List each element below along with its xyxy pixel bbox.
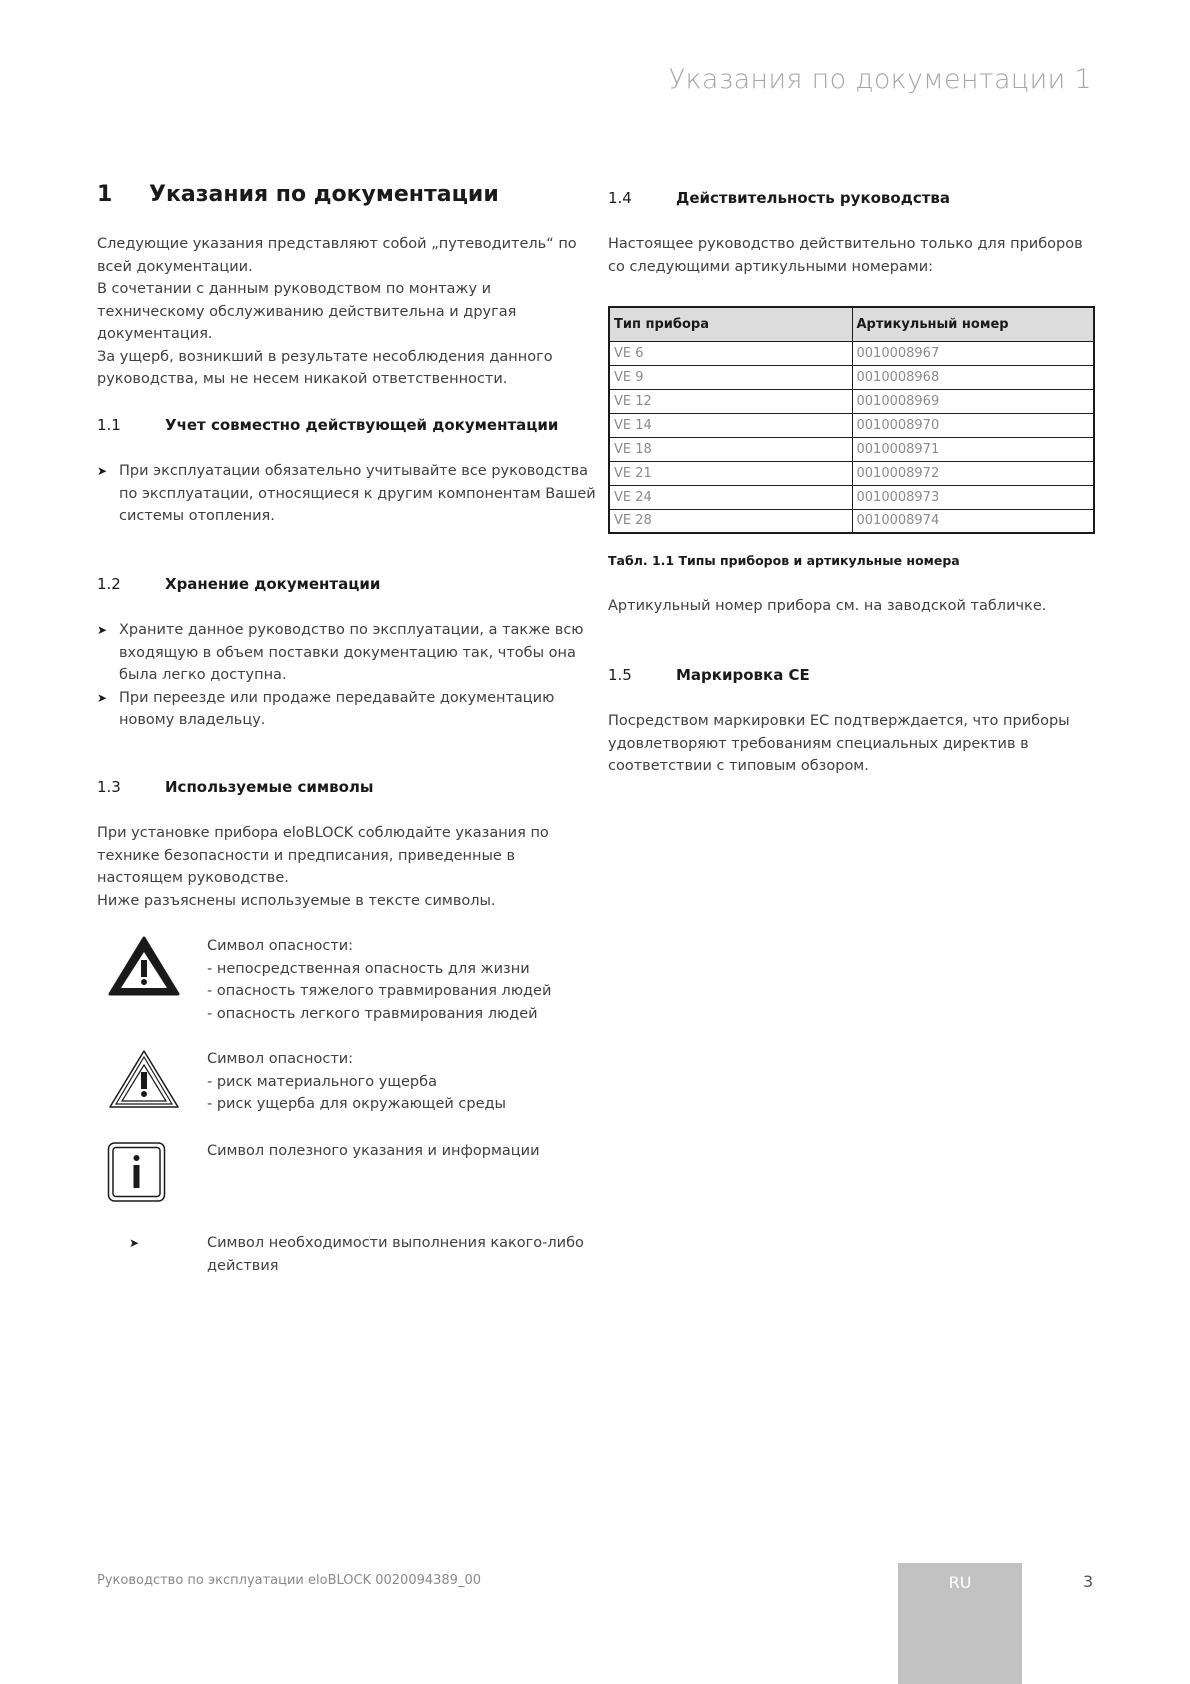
cell-article-number: 0010008968	[852, 365, 1094, 389]
symbol-entry-action	[97, 1232, 597, 1277]
symbols-intro	[97, 822, 597, 912]
section-number: 1.5	[608, 666, 632, 684]
section-title: Действительность руководства	[676, 189, 951, 207]
action-arrow-icon: ➤	[129, 1236, 140, 1250]
symbol-description	[207, 1232, 587, 1277]
language-tab	[898, 1563, 1022, 1684]
chapter-heading	[97, 182, 499, 207]
article-number-note: Артикульный номер прибора см. на заводской табличке.	[608, 598, 1047, 614]
symbol-description	[207, 935, 551, 1025]
footer-document-title: Руководство по эксплуатации eloBLOCK 0020094389_00	[97, 1573, 481, 1588]
list-item-text: При эксплуатации обязательно учитывайте все руководства по эксплуатации, относящиеся к другим компонентам Вашей системы отопления.	[119, 463, 596, 524]
chapter-number: 1	[97, 182, 113, 207]
language-label: RU	[948, 1573, 972, 1592]
page-number: 3	[1083, 1572, 1094, 1591]
cell-device-type: VE 28	[609, 509, 852, 533]
cell-article-number: 0010008967	[852, 341, 1094, 365]
bullet-list	[97, 619, 597, 732]
section-heading-1-4	[608, 189, 950, 207]
symbol-line: - опасность легкого травмирования людей	[207, 1005, 538, 1022]
section-heading-1-1	[97, 416, 558, 434]
cell-device-type: VE 9	[609, 365, 852, 389]
cell-article-number: 0010008969	[852, 389, 1094, 413]
cell-article-number: 0010008974	[852, 509, 1094, 533]
intro-paragraph: В сочетании с данным руководством по монтажу и техническому обслуживанию действительна и другая документация.	[97, 281, 517, 342]
table-caption: Табл. 1.1 Типы приборов и артикульные номера	[608, 553, 960, 568]
chapter-intro	[97, 233, 597, 391]
cell-device-type: VE 14	[609, 413, 852, 437]
table-row	[609, 413, 1094, 437]
cell-device-type: VE 21	[609, 461, 852, 485]
section-heading-1-5	[608, 666, 810, 684]
section-heading-1-2	[97, 575, 380, 593]
list-item	[97, 460, 597, 528]
article-numbers-table	[608, 306, 1095, 534]
symbol-entry-caution	[97, 1048, 597, 1118]
list-item	[97, 619, 597, 687]
intro-paragraph: За ущерб, возникший в результате несоблюдения данного руководства, мы не несем никакой ответственности.	[97, 348, 553, 387]
symbol-entry-info	[97, 1140, 597, 1210]
action-arrow-icon: ➤	[97, 690, 108, 705]
table-row	[609, 509, 1094, 533]
symbol-title: Символ опасности:	[207, 1051, 354, 1067]
danger-triangle-filled-icon	[97, 935, 207, 1005]
list-item-text: При переезде или продаже передавайте документацию новому владельцу.	[119, 689, 555, 728]
symbol-line: - риск ущерба для окружающей среды	[207, 1096, 506, 1112]
symbol-title: Символ опасности:	[207, 938, 354, 954]
section-heading-1-3	[97, 778, 373, 796]
cell-article-number: 0010008973	[852, 485, 1094, 509]
symbol-description	[207, 1048, 506, 1118]
section-number: 1.3	[97, 778, 121, 796]
cell-article-number: 0010008971	[852, 437, 1094, 461]
cell-device-type: VE 12	[609, 389, 852, 413]
validity-intro: Настоящее руководство действительно только для приборов со следующими артикульными номерами:	[608, 236, 1083, 275]
symbol-entry-danger	[97, 935, 597, 1025]
list-item	[97, 687, 597, 732]
chapter-title: Указания по документации	[149, 182, 499, 207]
intro-paragraph: Следующие указания представляют собой „путеводитель“ по всей документации.	[97, 236, 577, 275]
section-title: Учет совместно действующей документации	[165, 416, 559, 434]
cell-article-number: 0010008972	[852, 461, 1094, 485]
table-row	[609, 365, 1094, 389]
table-row	[609, 341, 1094, 365]
symbol-line: - непосредственная опасность для жизни	[207, 960, 530, 977]
running-header: Указания по документации 1	[668, 64, 1092, 95]
caution-triangle-outline-icon	[97, 1048, 207, 1118]
intro-paragraph: Ниже разъяснены используемые в тексте символы.	[97, 892, 496, 909]
section-title: Маркировка CE	[676, 666, 810, 684]
cell-device-type: VE 6	[609, 341, 852, 365]
column-header-article-number: Артикульный номер	[852, 307, 1094, 341]
cell-device-type: VE 24	[609, 485, 852, 509]
column-header-device-type: Тип прибора	[609, 307, 852, 341]
section-number: 1.2	[97, 575, 121, 593]
cell-device-type: VE 18	[609, 437, 852, 461]
table-row	[609, 437, 1094, 461]
section-number: 1.1	[97, 416, 121, 434]
ce-marking-text: Посредством маркировки EC подтверждается, что приборы удовлетворяют требованиям специальных директив в соответствии с типовым обзором.	[608, 713, 1070, 774]
section-title: Хранение документации	[165, 575, 381, 593]
bullet-list	[97, 460, 597, 528]
symbol-title: Символ полезного указания и информации	[207, 1143, 540, 1159]
table-row	[609, 485, 1094, 509]
table-row	[609, 461, 1094, 485]
table-header-row	[609, 307, 1094, 341]
section-number: 1.4	[608, 189, 632, 207]
action-arrow-icon: ➤	[97, 623, 108, 637]
cell-article-number: 0010008970	[852, 413, 1094, 437]
list-item-text: Храните данное руководство по эксплуатации, а также всю входящую в объем поставки документацию так, чтобы она была легко доступна.	[119, 622, 584, 683]
symbol-line: - опасность тяжелого травмирования людей	[207, 983, 552, 999]
table-row	[609, 389, 1094, 413]
symbol-title: Символ необходимости выполнения какого-либо действия	[207, 1235, 584, 1274]
intro-paragraph: При установке прибора eloBLOCK соблюдайте указания по технике безопасности и предписания, приведенные в настоящем руководстве.	[97, 825, 549, 886]
info-icon	[97, 1140, 207, 1210]
section-title: Используемые символы	[165, 778, 374, 796]
action-arrow-icon: ➤	[97, 464, 108, 478]
symbol-description	[207, 1140, 540, 1210]
symbol-line: - риск материального ущерба	[207, 1073, 437, 1090]
